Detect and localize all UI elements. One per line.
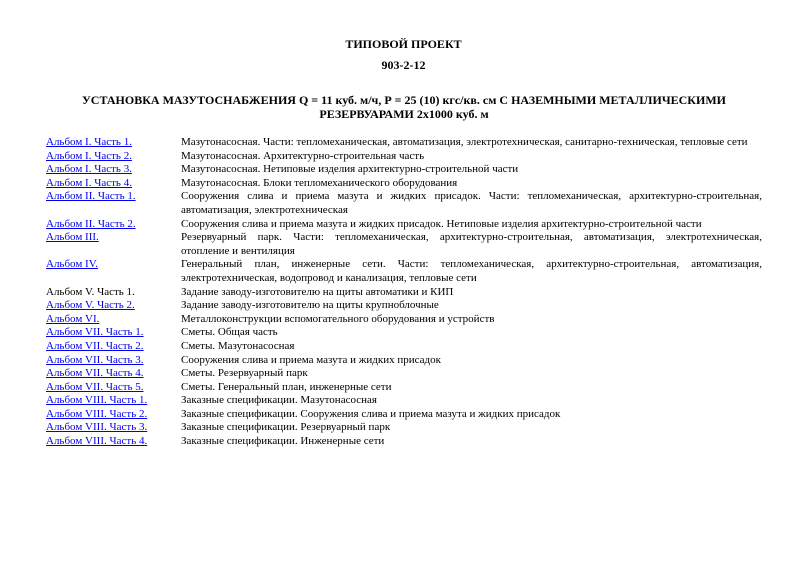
list-item xyxy=(46,421,762,435)
album-link[interactable]: Альбом II. Часть 1. xyxy=(46,190,136,203)
album-description: Заказные спецификации. Инженерные сети xyxy=(181,435,385,448)
album-link[interactable]: Альбом VII. Часть 2. xyxy=(46,339,144,352)
album-link[interactable]: Альбом II. Часть 2. xyxy=(46,217,136,230)
list-item xyxy=(46,177,762,191)
album-description: Сметы. Общая часть xyxy=(181,326,278,339)
album-link[interactable]: Альбом VII. Часть 5. xyxy=(46,380,144,393)
album-link[interactable]: Альбом I. Часть 2. xyxy=(46,149,132,162)
list-item xyxy=(46,367,762,381)
list-item xyxy=(46,299,762,313)
album-label-cell xyxy=(46,367,181,381)
album-label-cell xyxy=(46,354,181,368)
album-link[interactable]: Альбом VII. Часть 1. xyxy=(46,326,144,339)
album-label-cell xyxy=(46,435,181,449)
album-description: Сооружения слива и приема мазута и жидких присадок. Части: тепломеханическая, архитектурно-строительная, автоматизация, электротехническая xyxy=(181,190,762,216)
list-item xyxy=(46,435,762,449)
album-description: Сметы. Мазутонасосная xyxy=(181,339,295,352)
list-item xyxy=(46,231,762,258)
album-link[interactable]: Альбом VIII. Часть 3. xyxy=(46,421,148,434)
album-description: Мазутонасосная. Архитектурно-строительная часть xyxy=(181,149,425,162)
album-link[interactable]: Альбом III. xyxy=(46,231,99,244)
list-item xyxy=(46,394,762,408)
list-item xyxy=(46,163,762,177)
album-label-cell xyxy=(46,258,181,272)
list-item xyxy=(46,286,762,300)
album-description: Задание заводу-изготовителю на щиты автоматики и КИП xyxy=(181,285,454,298)
document-code: 903-2-12 xyxy=(381,58,426,72)
album-description: Мазутонасосная. Блоки тепломеханического оборудования xyxy=(181,176,458,189)
album-description: Сметы. Резервуарный парк xyxy=(181,367,308,380)
album-label-cell xyxy=(46,394,181,408)
list-item xyxy=(46,136,762,150)
list-item xyxy=(46,190,762,217)
album-label-cell xyxy=(46,286,181,300)
album-label-cell xyxy=(46,421,181,435)
list-item xyxy=(46,408,762,422)
album-link[interactable]: Альбом V. Часть 2. xyxy=(46,299,135,312)
album-label-cell xyxy=(46,190,181,204)
album-link[interactable]: Альбом I. Часть 3. xyxy=(46,163,132,176)
album-description: Сметы. Генеральный план, инженерные сети xyxy=(181,380,392,393)
list-item xyxy=(46,354,762,368)
album-link[interactable]: Альбом VII. Часть 4. xyxy=(46,367,144,380)
list-item xyxy=(46,340,762,354)
album-link[interactable]: Альбом I. Часть 4. xyxy=(46,176,132,189)
document-title: ТИПОВОЙ ПРОЕКТ xyxy=(345,37,462,51)
album-label-cell xyxy=(46,231,181,245)
album-description: Резервуарный парк. Части: тепломеханическая, архитектурно-строительная, автоматизация, электротехническая, отопление и вентиляция xyxy=(181,231,762,257)
list-item xyxy=(46,150,762,164)
album-description: Заказные спецификации. Мазутонасосная xyxy=(181,394,377,407)
album-description: Сооружения слива и приема мазута и жидких присадок xyxy=(181,353,441,366)
album-description: Задание заводу-изготовителю на щиты крупноблочные xyxy=(181,299,439,312)
album-label-cell xyxy=(46,150,181,164)
list-item xyxy=(46,326,762,340)
list-item xyxy=(46,218,762,232)
album-label-cell xyxy=(46,136,181,150)
album-description: Мазутонасосная. Нетиповые изделия архитектурно-строительной части xyxy=(181,163,519,176)
album-label-cell xyxy=(46,340,181,354)
album-link[interactable]: Альбом VIII. Часть 4. xyxy=(46,435,148,448)
album-description: Заказные спецификации. Резервуарный парк xyxy=(181,421,391,434)
album-link[interactable]: Альбом VII. Часть 3. xyxy=(46,353,144,366)
album-link[interactable]: Альбом I. Часть 1. xyxy=(46,136,132,148)
album-label-cell xyxy=(46,163,181,177)
album-label-cell xyxy=(46,299,181,313)
album-link[interactable]: Альбом IV. xyxy=(46,258,98,271)
album-label-cell xyxy=(46,408,181,422)
album-description: Мазутонасосная. Части: тепломеханическая, автоматизация, электротехническая, санитарно-техническая, тепловые сети xyxy=(181,136,748,148)
album-label-cell xyxy=(46,381,181,395)
album-link[interactable]: Альбом VIII. Часть 1. xyxy=(46,394,148,407)
album-label-cell xyxy=(46,313,181,327)
album-description: Металлоконструкции вспомогательного оборудования и устройств xyxy=(181,312,495,325)
album-list xyxy=(46,136,762,449)
album-label-cell xyxy=(46,218,181,232)
album-label: Альбом V. Часть 1. xyxy=(46,285,135,298)
list-item xyxy=(46,258,762,285)
album-description: Заказные спецификации. Сооружения слива и приема мазута и жидких присадок xyxy=(181,407,561,420)
album-link[interactable]: Альбом VIII. Часть 2. xyxy=(46,407,148,420)
album-link[interactable]: Альбом VI. xyxy=(46,312,100,325)
album-label-cell xyxy=(46,177,181,191)
list-item xyxy=(46,313,762,327)
document-subject: УСТАНОВКА МАЗУТОСНАБЖЕНИЯ Q = 11 куб. м/ч, Р = 25 (10) кгс/кв. см С НАЗЕМНЫМИ МЕТАЛЛИЧЕСКИМИ РЕЗЕРВУАРАМИ 2х1000 куб. м xyxy=(82,93,726,121)
album-label-cell xyxy=(46,326,181,340)
list-item xyxy=(46,381,762,395)
album-description: Сооружения слива и приема мазута и жидких присадок. Нетиповые изделия архитектурно-строительной части xyxy=(181,217,702,230)
album-description: Генеральный план, инженерные сети. Части: тепломеханическая, архитектурно-строительная, автоматизация, электротехническая, водопровод и канализация, тепловые сети xyxy=(181,258,762,284)
